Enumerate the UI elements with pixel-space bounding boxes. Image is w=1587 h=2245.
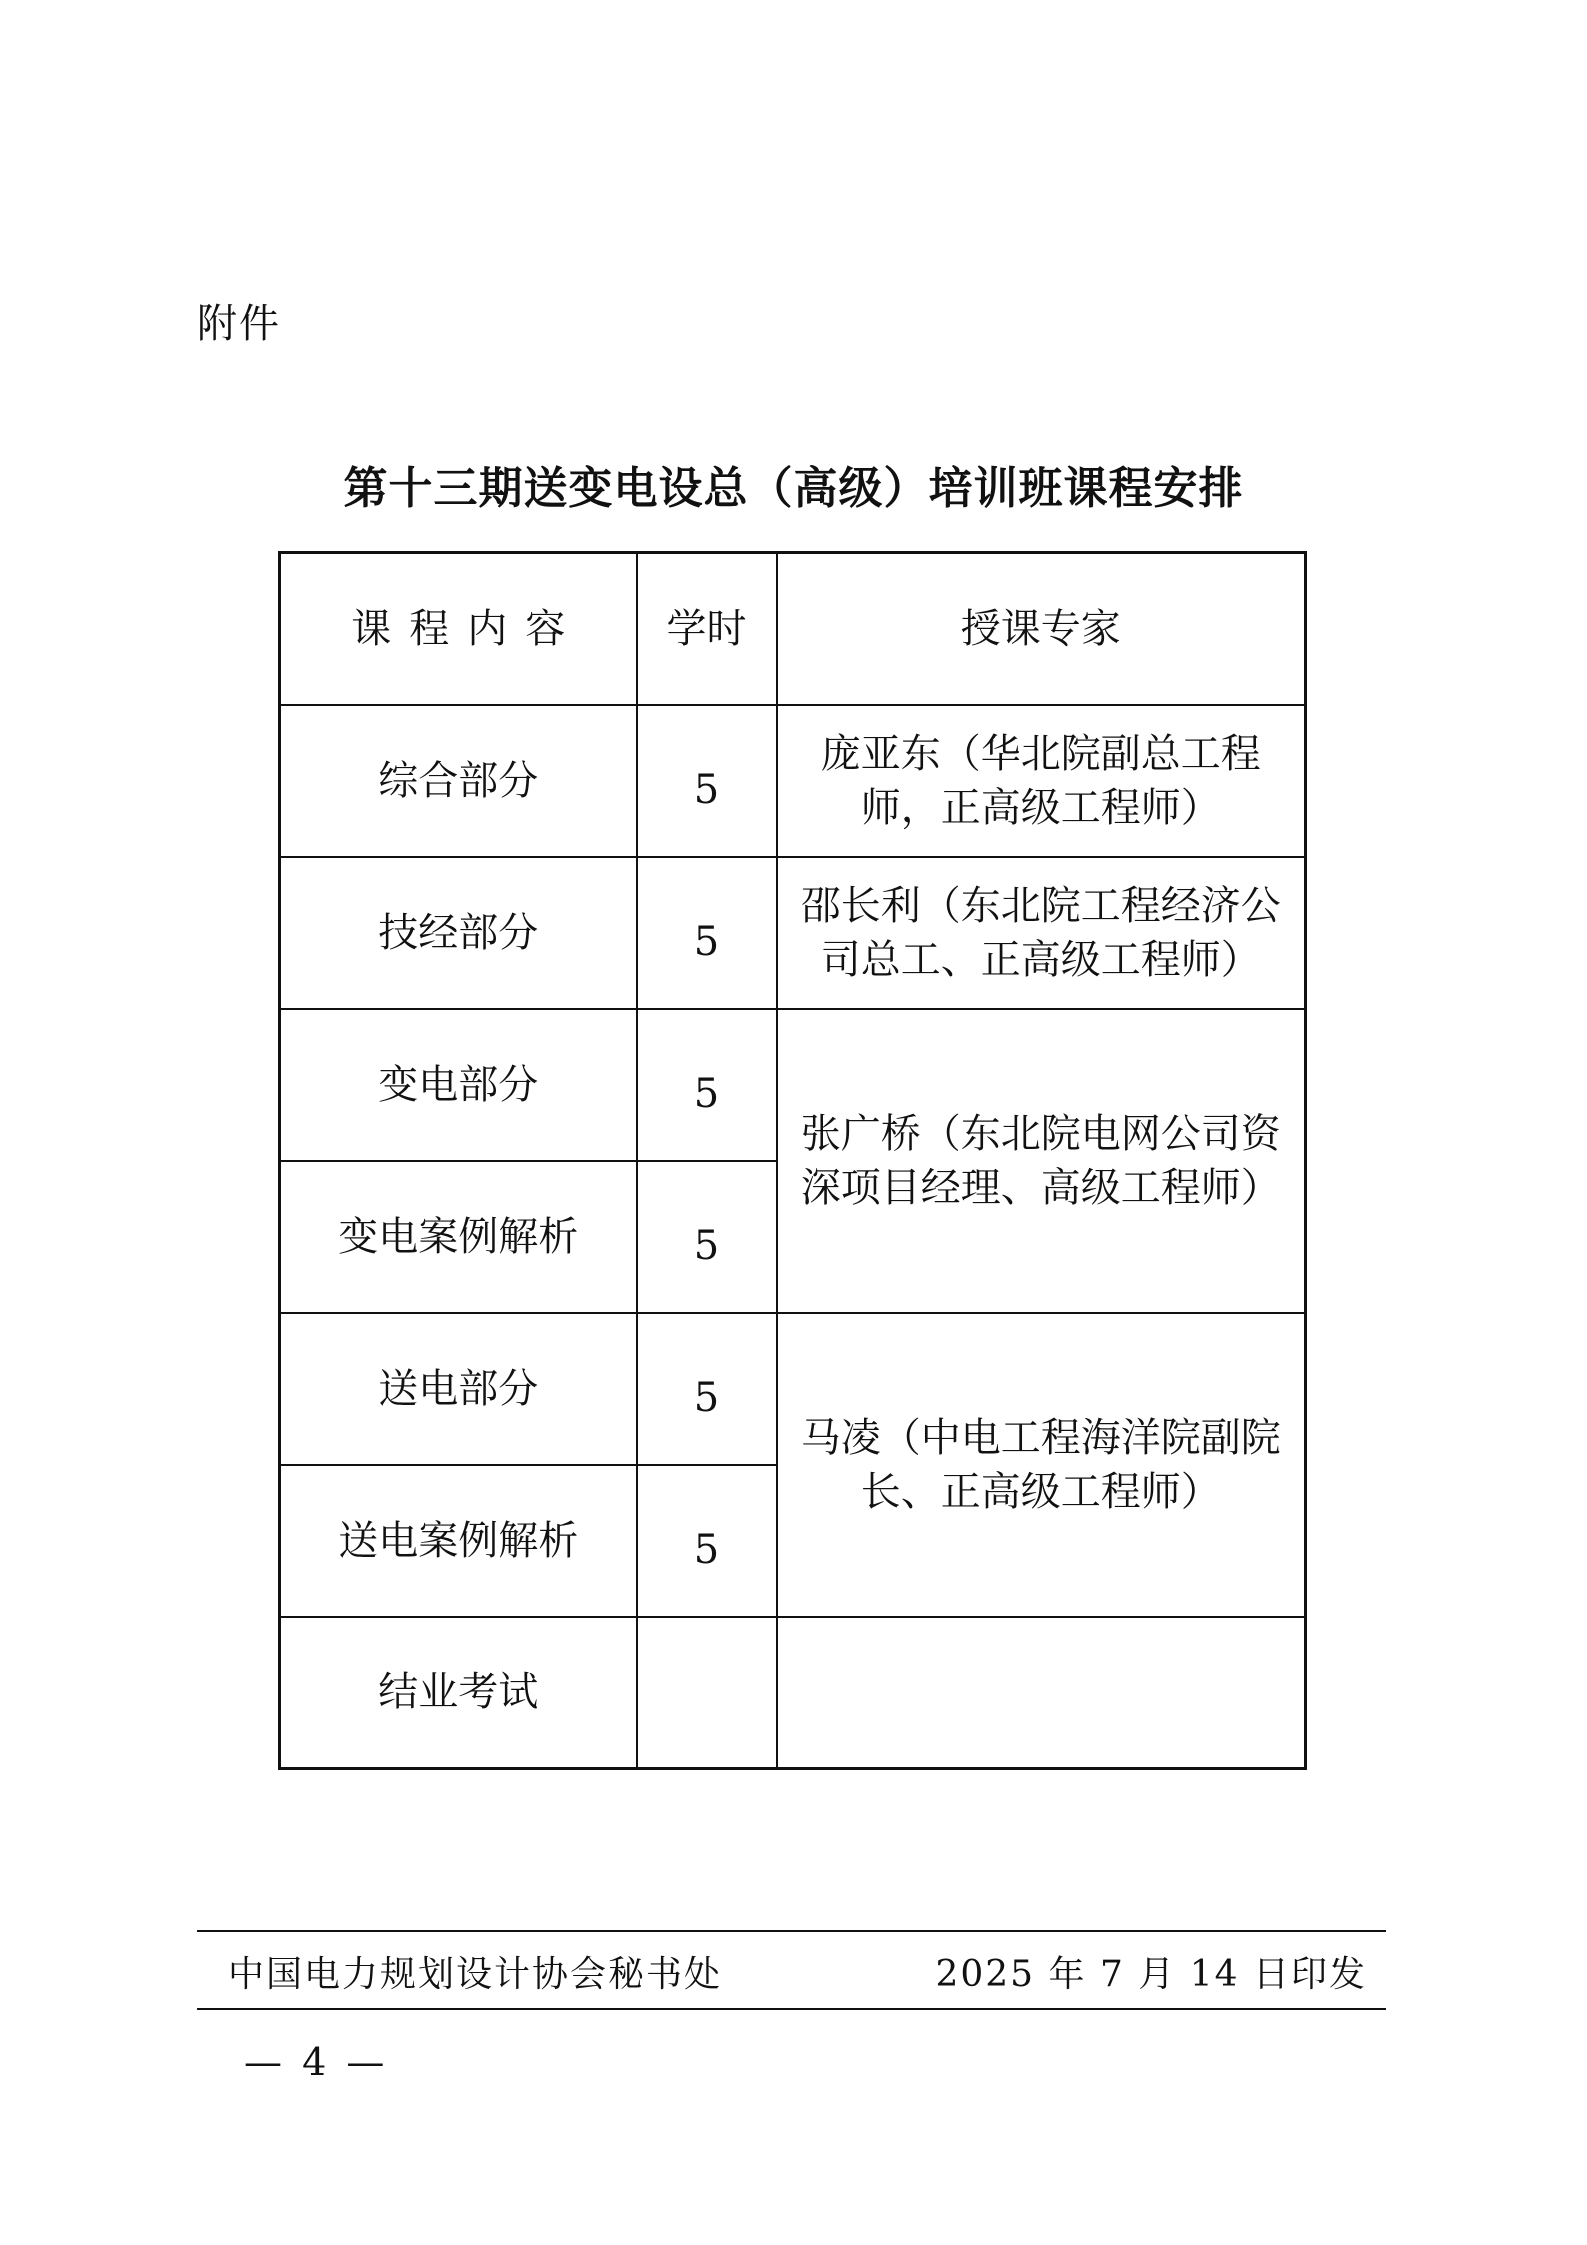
hours-cell: 5 xyxy=(637,857,777,1009)
expert-cell: 邵长利（东北院工程经济公司总工、正高级工程师） xyxy=(777,857,1306,1009)
table-row xyxy=(280,705,1306,857)
course-schedule-table xyxy=(278,551,1307,1770)
attachment-label: 附件 xyxy=(197,301,281,347)
course-cell: 送电案例解析 xyxy=(280,1465,637,1617)
hours-cell: 5 xyxy=(637,705,777,857)
expert-cell xyxy=(777,1617,1306,1769)
table-row xyxy=(280,857,1306,1009)
header-course: 课程内容 xyxy=(280,553,637,705)
expert-cell: 张广桥（东北院电网公司资深项目经理、高级工程师） xyxy=(777,1009,1306,1313)
table-header-row xyxy=(280,553,1306,705)
expert-cell: 庞亚东（华北院副总工程师，正高级工程师） xyxy=(777,705,1306,857)
footer-issuer: 中国电力规划设计协会秘书处 xyxy=(228,1954,723,1995)
hours-cell: 5 xyxy=(637,1161,777,1313)
table-row xyxy=(280,1313,1306,1465)
page-title: 第十三期送变电设总（高级）培训班课程安排 xyxy=(343,463,1244,514)
course-cell: 变电案例解析 xyxy=(280,1161,637,1313)
hours-cell: 5 xyxy=(637,1313,777,1465)
course-cell: 综合部分 xyxy=(280,705,637,857)
header-hours: 学时 xyxy=(637,553,777,705)
course-cell: 变电部分 xyxy=(280,1009,637,1161)
footer-top-rule xyxy=(197,1930,1386,1932)
expert-cell: 马凌（中电工程海洋院副院长、正高级工程师） xyxy=(777,1313,1306,1617)
footer-bottom-rule xyxy=(197,2008,1386,2010)
hours-cell xyxy=(637,1617,777,1769)
table-row xyxy=(280,1009,1306,1161)
table-row xyxy=(280,1617,1306,1769)
hours-cell: 5 xyxy=(637,1009,777,1161)
course-cell: 送电部分 xyxy=(280,1313,637,1465)
course-cell: 结业考试 xyxy=(280,1617,637,1769)
hours-cell: 5 xyxy=(637,1465,777,1617)
course-cell: 技经部分 xyxy=(280,857,637,1009)
footer-issue-date: 2025 年 7 月 14 日印发 xyxy=(935,1954,1367,1995)
header-expert: 授课专家 xyxy=(777,553,1306,705)
page-number: — 4 — xyxy=(244,2040,389,2084)
